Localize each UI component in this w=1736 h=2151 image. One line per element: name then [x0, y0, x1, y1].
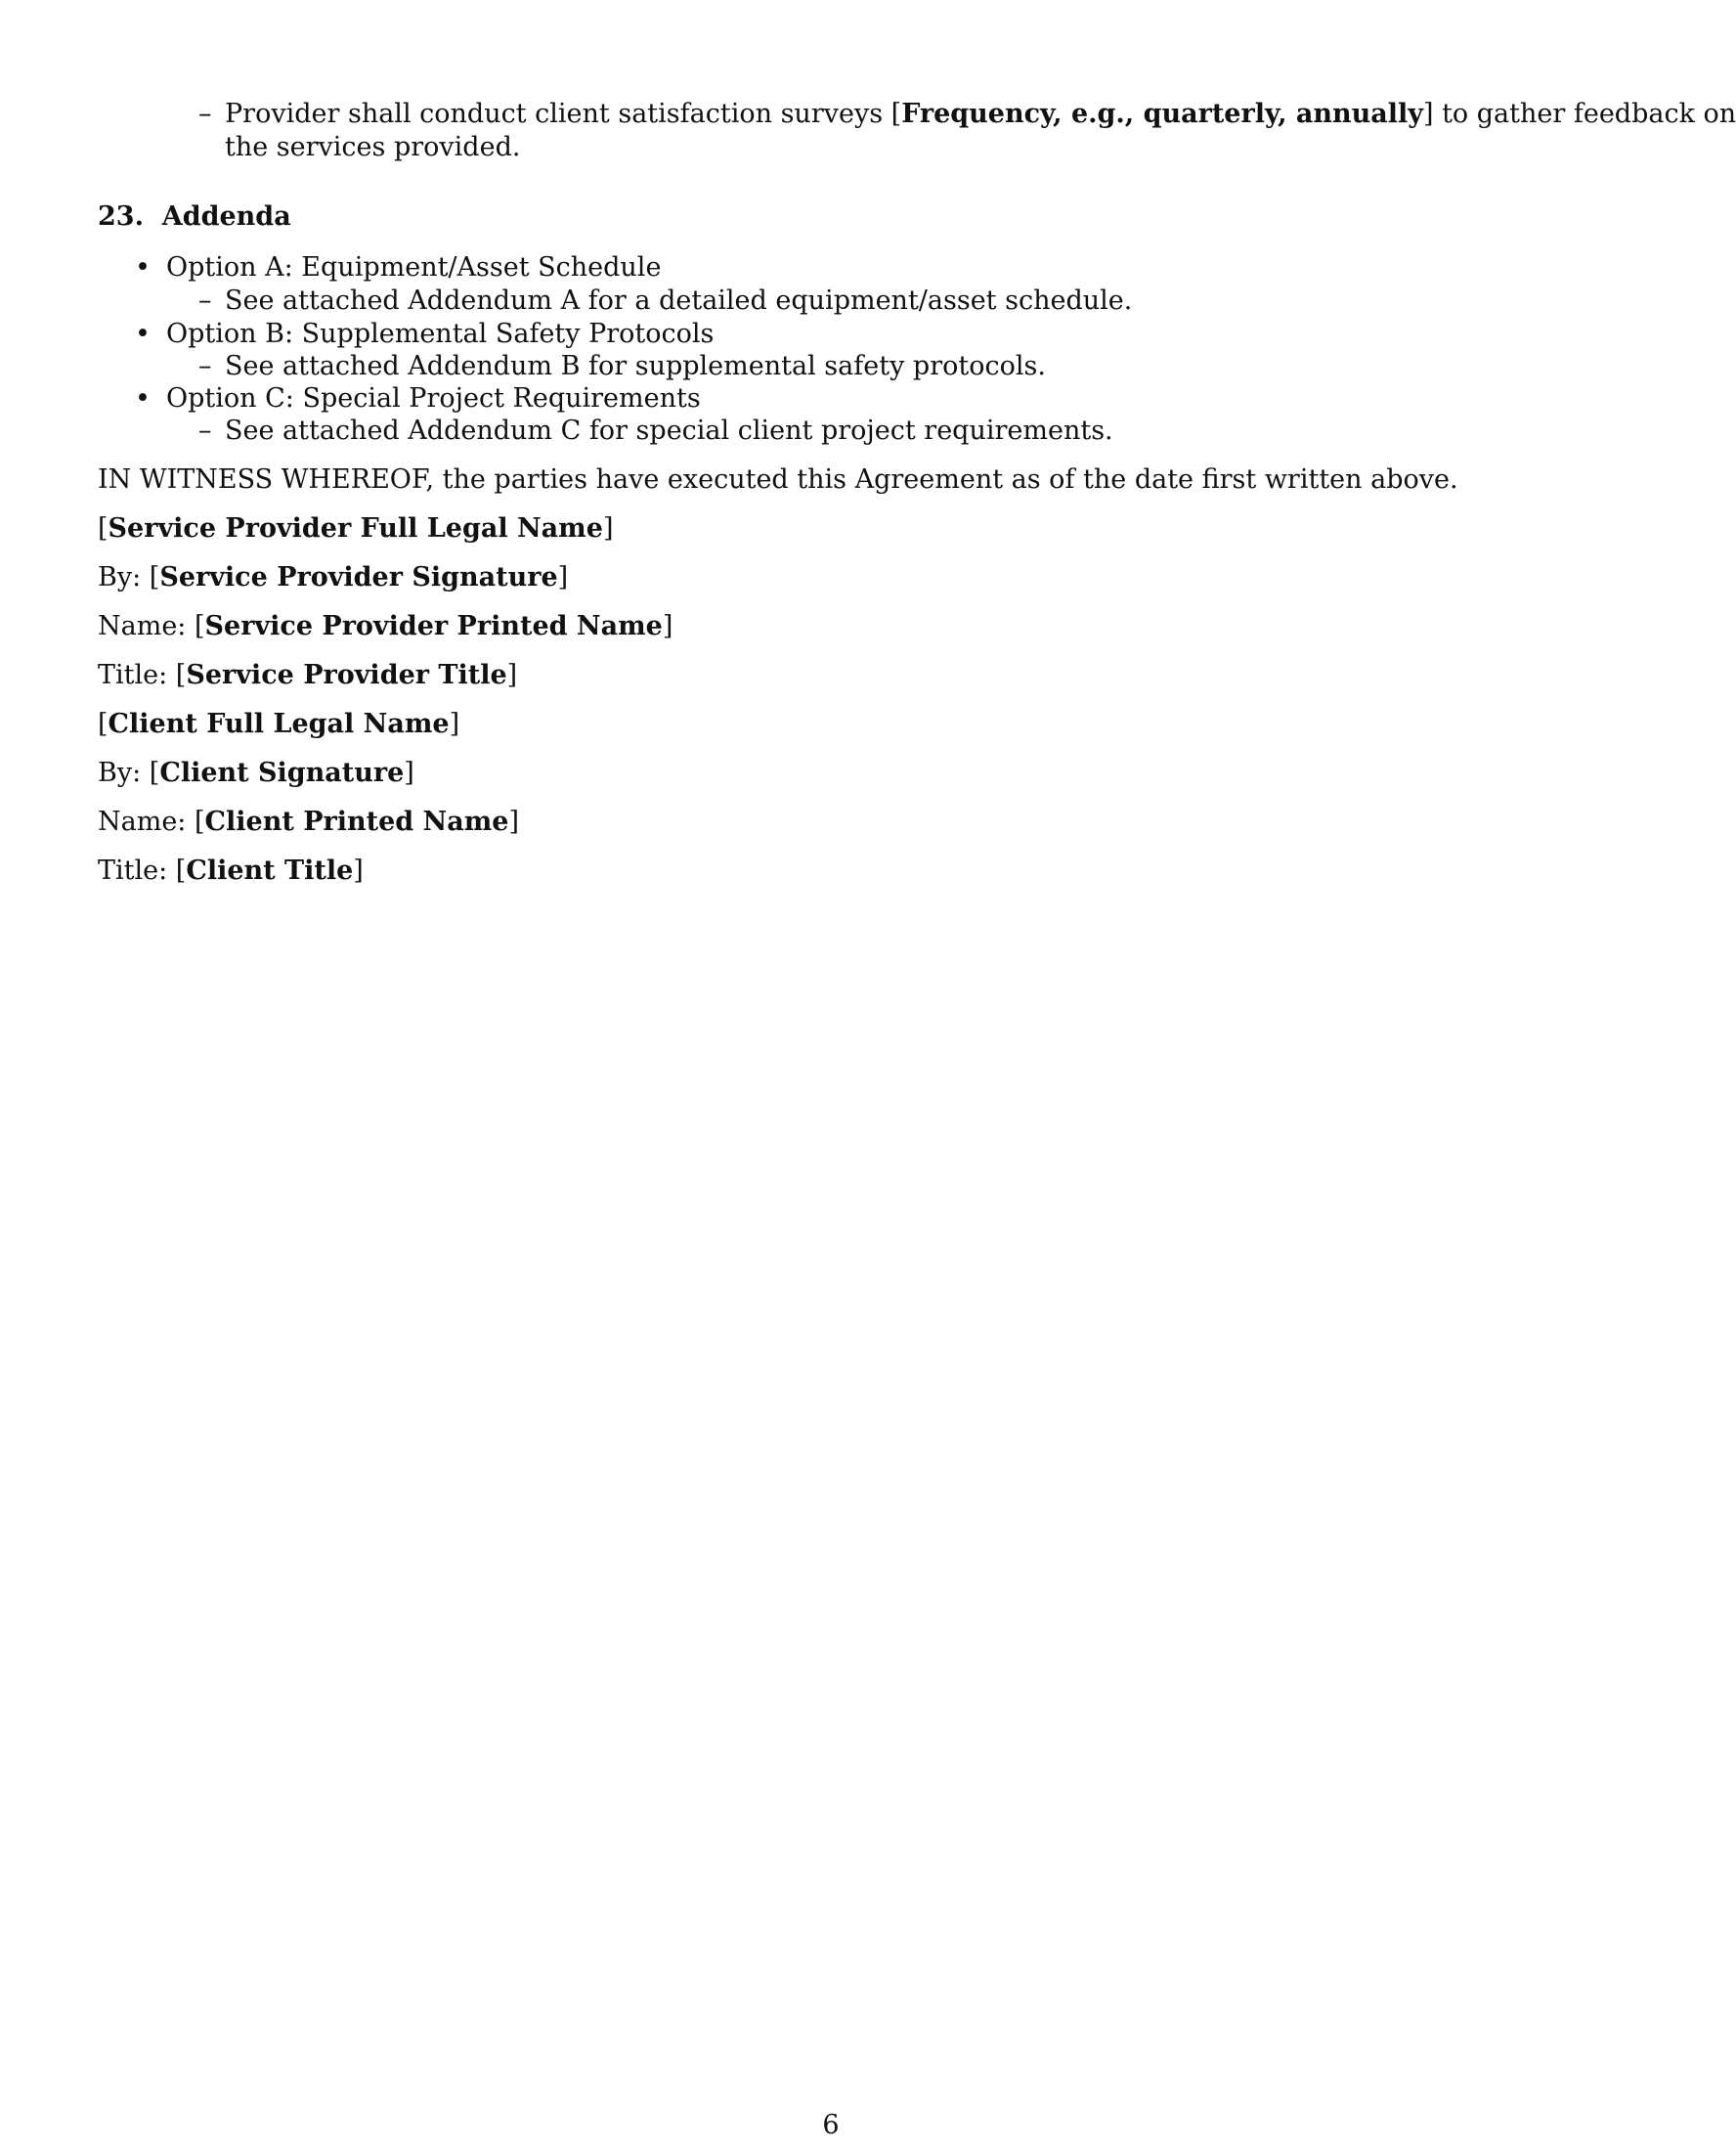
- client-signature-line: By: [Client Signature]: [98, 758, 414, 788]
- section-heading: [98, 200, 291, 234]
- provider-legal-name: [Service Provider Full Legal Name]: [98, 513, 614, 544]
- option-b-label: Option B: Supplemental Safety Protocols: [166, 319, 715, 349]
- section-number: 23.: [98, 201, 144, 232]
- survey-clause-line1: [225, 98, 1736, 131]
- list-dash: –: [198, 99, 212, 129]
- survey-text-post: ] to gather feedback on: [1422, 99, 1736, 129]
- option-a-label: Option A: Equipment/Asset Schedule: [166, 252, 662, 283]
- survey-clause-line2: the services provided.: [225, 132, 521, 162]
- bullet: •: [135, 319, 151, 349]
- bullet: •: [135, 252, 151, 283]
- provider-signature-line: By: [Service Provider Signature]: [98, 562, 569, 593]
- provider-title-line: Title: [Service Provider Title]: [98, 660, 518, 690]
- list-dash: –: [198, 351, 212, 381]
- client-legal-name: [Client Full Legal Name]: [98, 709, 460, 739]
- survey-frequency-placeholder: Frequency, e.g., quarterly, annually: [901, 99, 1423, 129]
- survey-text-pre: Provider shall conduct client satisfaction surveys [: [225, 99, 902, 129]
- client-name-line: Name: [Client Printed Name]: [98, 807, 520, 837]
- page-number: 6: [822, 2110, 840, 2140]
- client-title-line: Title: [Client Title]: [98, 856, 364, 886]
- option-c-detail: See attached Addendum C for special client project requirements.: [225, 416, 1113, 446]
- list-dash: –: [198, 285, 212, 316]
- provider-name-line: Name: [Service Provider Printed Name]: [98, 611, 673, 641]
- option-b-detail: See attached Addendum B for supplemental safety protocols.: [225, 351, 1046, 381]
- bullet: •: [135, 383, 151, 414]
- option-c-label: Option C: Special Project Requirements: [166, 383, 701, 414]
- witness-clause: IN WITNESS WHEREOF, the parties have executed this Agreement as of the date first written above.: [98, 464, 1458, 495]
- option-a-detail: See attached Addendum A for a detailed equipment/asset schedule.: [225, 285, 1133, 316]
- list-dash: –: [198, 416, 212, 446]
- section-title: Addenda: [161, 201, 291, 232]
